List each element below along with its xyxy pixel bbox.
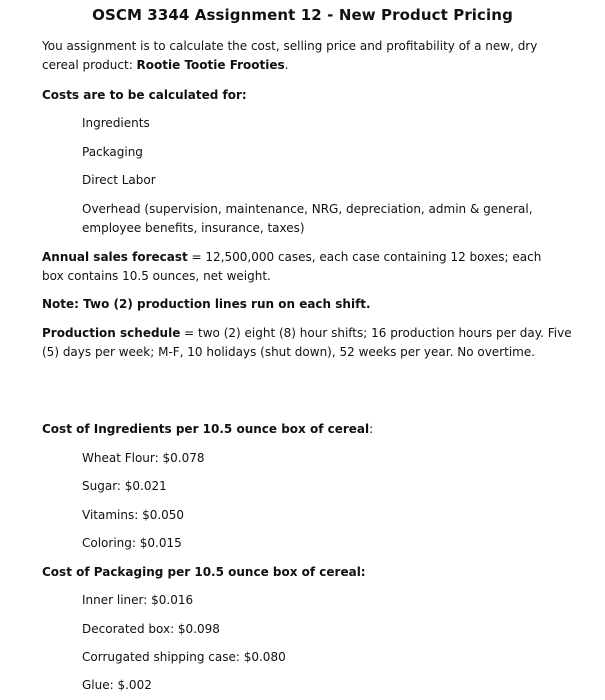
- ingredients-heading-text: Cost of Ingredients per 10.5 ounce box of cereal: [42, 422, 370, 436]
- note-text: Note: Two (2) production lines run on each shift.: [42, 297, 371, 311]
- packaging-cost: $.002: [117, 678, 152, 692]
- intro-end: .: [284, 58, 289, 72]
- ingredient-name: Coloring: [82, 536, 132, 550]
- forecast-text: = 12,500,000 cases, each case containing 12 boxes; each box contains 10.5 ounces, net weight.: [42, 250, 542, 283]
- packaging-item: Decorated box: $0.098: [82, 622, 220, 636]
- packaging-cost: $0.016: [151, 593, 194, 607]
- forecast-paragraph: [42, 248, 562, 286]
- ingredient-cost: $0.078: [162, 451, 205, 465]
- cost-category-packaging: Packaging: [82, 145, 143, 159]
- packaging-cost: $0.098: [177, 622, 220, 636]
- document-title: OSCM 3344 Assignment 12 - New Product Pricing: [92, 6, 513, 24]
- intro-paragraph: [42, 37, 572, 75]
- ingredient-item: Coloring: $0.015: [82, 536, 182, 550]
- ingredient-cost: $0.050: [142, 508, 185, 522]
- schedule-label: Production schedule: [42, 326, 181, 340]
- ingredient-name: Sugar: [82, 479, 117, 493]
- schedule-paragraph: [42, 324, 572, 362]
- ingredient-item: Vitamins: $0.050: [82, 508, 185, 522]
- forecast-label: Annual sales forecast: [42, 250, 188, 264]
- packaging-heading: Cost of Packaging per 10.5 ounce box of cereal:: [42, 565, 366, 579]
- packaging-item: Corrugated shipping case: $0.080: [82, 650, 286, 664]
- product-name: Rootie Tootie Frooties: [136, 58, 285, 72]
- intro-text: You assignment is to calculate the cost, selling price and profitability of a new, dry cereal product:: [42, 39, 538, 72]
- ingredient-name: Wheat Flour: [82, 451, 155, 465]
- packaging-item: Inner liner: $0.016: [82, 593, 194, 607]
- cost-category-direct-labor: Direct Labor: [82, 173, 156, 187]
- ingredient-cost: $0.015: [139, 536, 182, 550]
- costs-heading: Costs are to be calculated for:: [42, 88, 247, 102]
- packaging-name: Inner liner: [82, 593, 144, 607]
- ingredients-heading-colon: :: [369, 422, 374, 436]
- ingredient-name: Vitamins: [82, 508, 135, 522]
- cost-category-ingredients: Ingredients: [82, 116, 150, 130]
- cost-category-overhead: Overhead (supervision, maintenance, NRG, depreciation, admin & general, employee benefits, insurance, taxes): [82, 202, 533, 235]
- ingredients-heading: [42, 420, 572, 439]
- ingredient-item: Sugar: $0.021: [82, 479, 167, 493]
- packaging-cost: $0.080: [243, 650, 286, 664]
- packaging-name: Corrugated shipping case: [82, 650, 236, 664]
- ingredient-cost: $0.021: [124, 479, 167, 493]
- packaging-item: Glue: $.002: [82, 678, 152, 692]
- packaging-name: Glue: [82, 678, 110, 692]
- ingredient-item: Wheat Flour: $0.078: [82, 451, 205, 465]
- schedule-text: = two (2) eight (8) hour shifts; 16 production hours per day. Five (5) days per week; M-F, 10 holidays (shut down), 52 weeks per year. No overtime.: [42, 326, 572, 359]
- packaging-name: Decorated box: [82, 622, 171, 636]
